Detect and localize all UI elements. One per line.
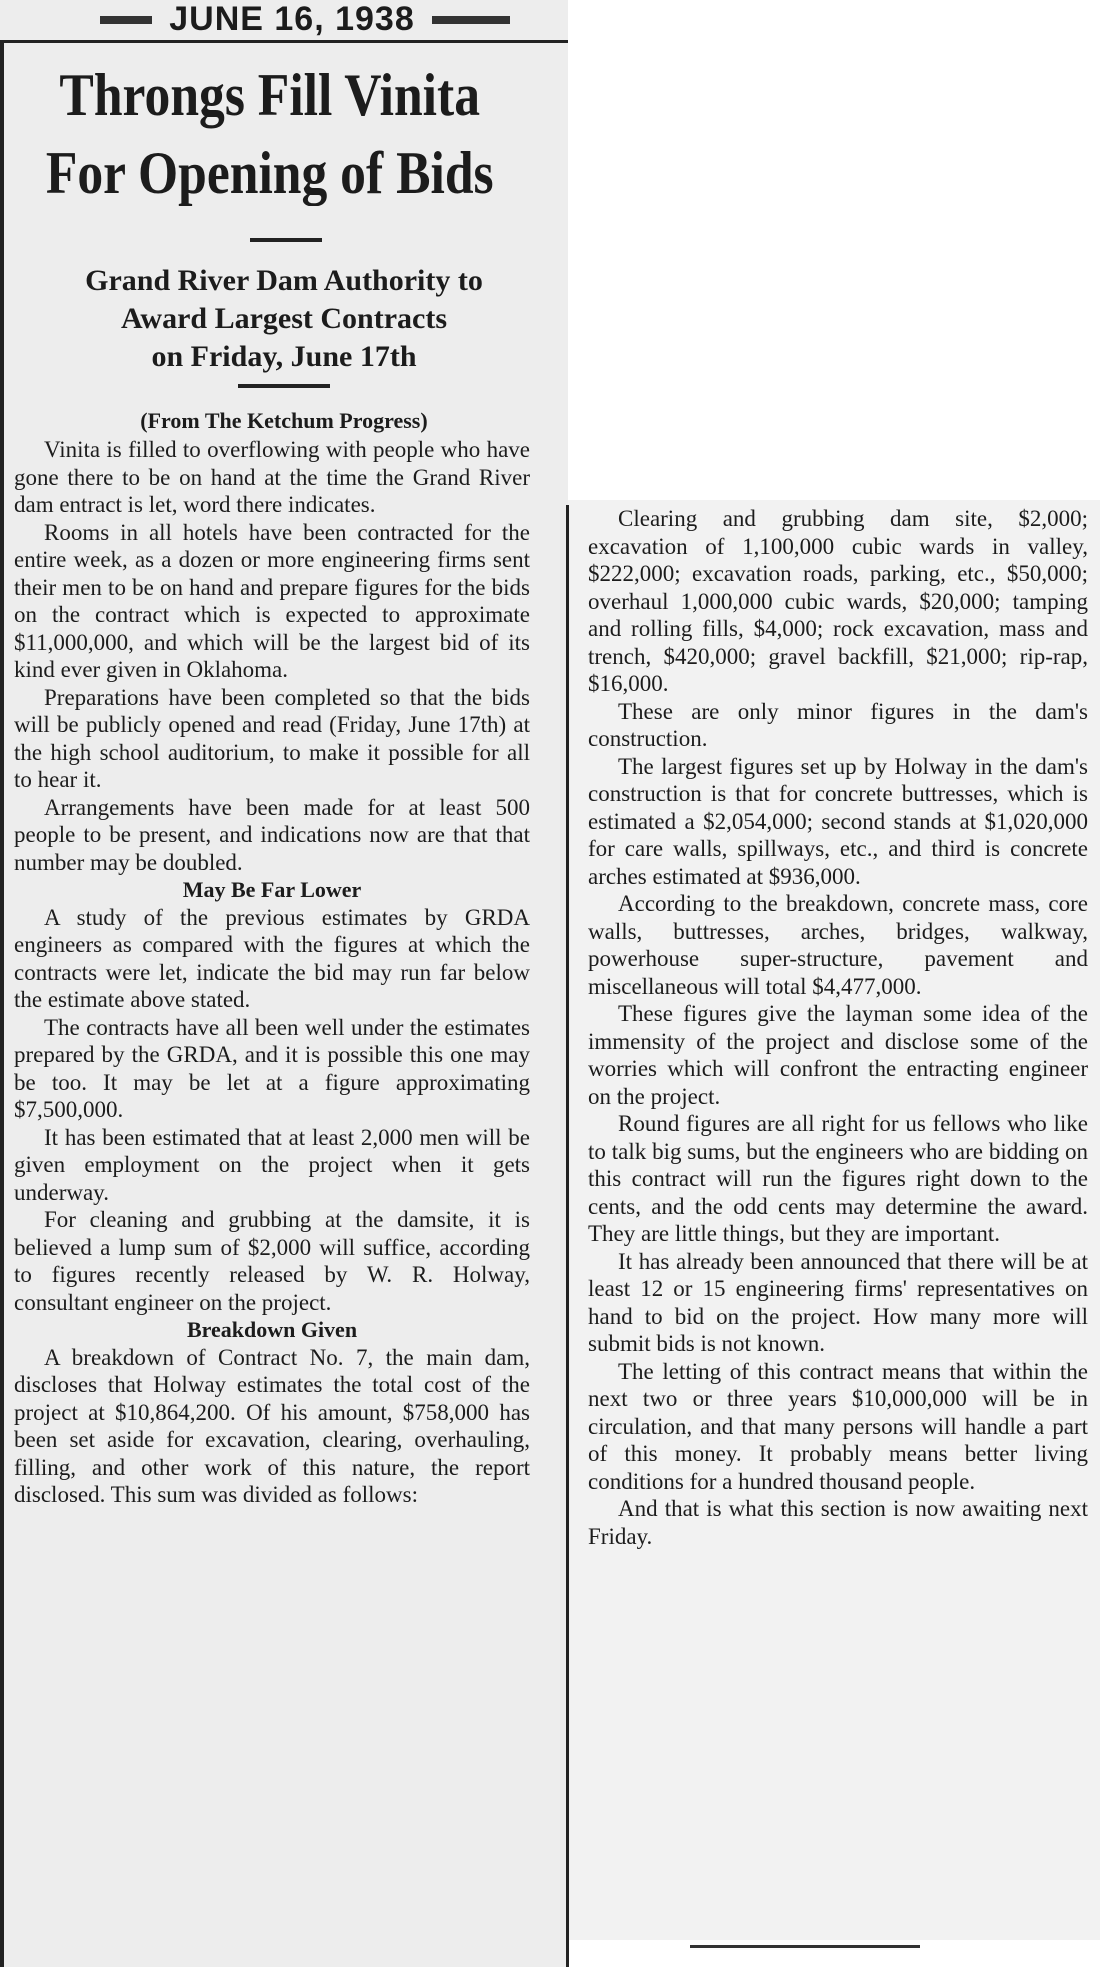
paragraph: These figures give the layman some idea of the immensity of the project and disclose some of the worries which will confront the entracting engineer on the project. — [588, 1001, 1088, 1109]
subheadline-line-1: Grand River Dam Authority to — [85, 264, 483, 297]
subheadline-divider — [238, 384, 330, 388]
paragraph: It has already been announced that there will be at least 12 or 15 engineering firms' representatives on hand to bid on the project. How many more will submit bids is not known. — [588, 1248, 1088, 1356]
headline-line-2: For Opening of Bids — [45, 140, 494, 206]
column-divider-rule — [566, 505, 569, 1967]
paragraph: For cleaning and grubbing at the damsite, it is believed a lump sum of $2,000 will suffice, according to figures recently released by W. R. Holway, consultant engineer on the project. — [14, 1207, 530, 1315]
paragraph: Vinita is filled to overflowing with people who have gone there to be on hand at the time the Grand River dam entract is let, word there indicates. — [14, 437, 530, 517]
dateline — [0, 0, 568, 42]
section-subhead: Breakdown Given — [186, 1317, 358, 1342]
dateline-right-bar — [432, 16, 510, 24]
paragraph: Preparations have been completed so that the bids will be publicly opened and read (Friday, June 17th) at the high school auditorium, to make it possible for all to hear it. — [14, 684, 530, 792]
paragraph: The contracts have all been well under the estimates prepared by the GRDA, and it is possible this one may be too. It may be let at a figure approximating $7,500,000. — [14, 1014, 530, 1122]
headline — [10, 56, 529, 212]
paragraph: Round figures are all right for us fellows who like to talk big sums, but the engineers who are bidding on this contract will run the figures right down to the cents, and the odd cents may determine the award. They are little things, but they are important. — [588, 1111, 1088, 1246]
paragraph: A breakdown of Contract No. 7, the main dam, discloses that Holway estimates the total cost of the project at $10,864,200. Of his amount, $758,000 has been set aside for excavation, clearing, overhauling, filling, and other work of this nature, the report disclosed. This sum was divided as follows: — [14, 1344, 530, 1507]
paragraph: These are only minor figures in the dam's construction. — [588, 698, 1088, 751]
subheadline-line-2: Award Largest Contracts — [120, 302, 448, 335]
headline-divider — [250, 238, 322, 242]
dateline-text: JUNE 16, 1938 — [169, 0, 415, 38]
paragraph: And that is what this section is now awaiting next Friday. — [588, 1496, 1088, 1549]
paragraph: A study of the previous estimates by GRDA engineers as compared with the figures at which the contracts were let, indicate the bid may run far below the estimate above stated. — [14, 904, 530, 1012]
article-left-column — [14, 436, 530, 1509]
section-subhead: May Be Far Lower — [182, 877, 362, 902]
article-right-column — [588, 505, 1088, 1550]
paragraph: The largest figures set up by Holway in the dam's construction is that for concrete buttresses, which is estimated a $2,054,000; second stands at $1,020,000 for care walls, spillways, etc., and third is concrete arches estimated at $936,000. — [588, 753, 1088, 889]
article-end-rule — [690, 1945, 920, 1948]
paragraph: Arrangements have been made for at least 500 people to be present, and indications now are that that number may be doubled. — [14, 794, 530, 875]
paragraph: The letting of this contract means that within the next two or three years $10,000,000 will be in circulation, and that many persons will handle a part of this money. It probably means better living conditions for a hundred thousand people. — [588, 1358, 1088, 1494]
subheadline — [0, 262, 568, 376]
paragraph: According to the breakdown, concrete mass, core walls, buttresses, arches, bridges, walkway, powerhouse super-structure, pavement and miscellaneous will total $4,477,000. — [588, 891, 1088, 999]
dateline-left-bar — [100, 16, 152, 24]
paragraph: Rooms in all hotels have been contracted for the entire week, as a dozen or more engineering firms sent their men to be on hand and prepare figures for the bids on the contract which is expected to approximate $11,000,000, and which will be the largest bid of its kind ever given in Oklahoma. — [14, 519, 530, 682]
source-credit: (From The Ketchum Progress) — [140, 408, 428, 433]
headline-line-1: Throngs Fill Vinita — [59, 62, 481, 128]
paragraph: Clearing and grubbing dam site, $2,000; excavation of 1,100,000 cubic wards in valley, $222,000; excavation roads, parking, etc., $50,000; overhaul 1,000,000 cubic wards, $20,000; tamping and rolling fills, $4,000; rock excavation, mass and trench, $420,000; gravel backfill, $21,000; rip-rap, $16,000. — [588, 506, 1088, 696]
paragraph: It has been estimated that at least 2,000 men will be given employment on the project when it gets underway. — [14, 1124, 530, 1205]
subheadline-line-3: on Friday, June 17th — [151, 340, 417, 373]
